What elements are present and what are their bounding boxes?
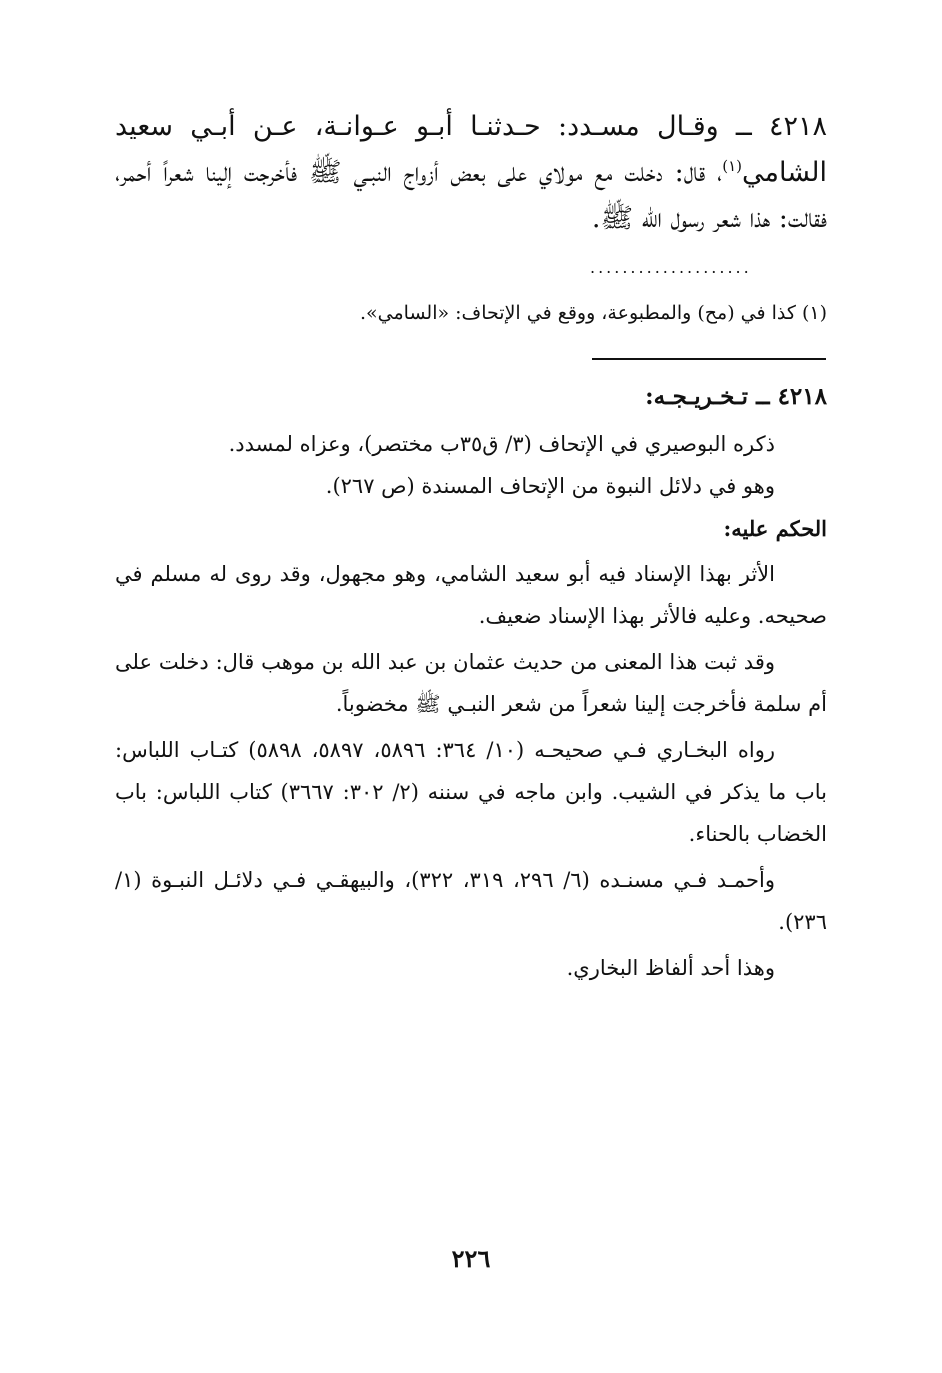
ruling-paragraph: رواه البخـاري فـي صحيحـه (١٠/ ٣٦٤: ٥٨٩٦، ٥٨٩٧، ٥٨٩٨) كتـاب اللباس: باب ما يذكر في الشيب. وابن ماجه في سننه (٢/ ٣٠٢: ٣٦٦٧) كتاب اللباس: باب الخضاب بالحناء. xyxy=(115,738,827,846)
hadith-text xyxy=(115,104,827,242)
ruling-heading: الحكم عليه: xyxy=(723,516,827,541)
takhrij-line: وهو في دلائل النبوة من الإتحاف المسندة (ص ٢٦٧). xyxy=(325,474,775,498)
ruling-paragraph: وقد ثبت هذا المعنى من حديث عثمان بن عبد الله بن موهب قال: دخلت على أم سلمة فأخرجت إلينا شعراً من شعر النبـي ﷺ مخضوباً. xyxy=(115,650,827,716)
hadith-text-part-2: ، قال: دخلت مع مولاي على بعض أزواج النبـي ﷺ فأخرجت إلينا شعراً أحمر، فقالت: هذا شعر رسول الله ﷺ. xyxy=(115,157,827,234)
footnote: (١) كذا في (مح) والمطبوعة، ووقع في الإتحاف: «السامي». xyxy=(360,302,827,324)
page-number: ٢٢٦ xyxy=(451,1244,491,1273)
footnote-marker: (١) xyxy=(722,157,742,175)
section-divider xyxy=(592,358,826,360)
footnote-separator: .................... xyxy=(590,258,752,276)
ruling-paragraph: وأحمـد فـي مسنـده (٦/ ٢٩٦، ٣١٩، ٣٢٢)، والبيهقـي فـي دلائـل النبـوة (١/ ٢٣٦). xyxy=(115,868,827,934)
takhrij-body xyxy=(115,423,827,507)
ruling-paragraph: الأثر بهذا الإسناد فيه أبو سعيد الشامي، وهو مجهول، وقد روى له مسلم في صحيحه. وعليه فالأثر بهذا الإسناد ضعيف. xyxy=(115,562,827,628)
hadith-text-part-1: ٤٢١٨ ــ وقـال مسـدد: حـدثنـا أبـو عـوانـة، عـن أبـي سعيد الشامي xyxy=(115,111,828,188)
ruling-paragraph: وهذا أحد ألفاظ البخاري. xyxy=(566,956,775,980)
takhrij-heading: ٤٢١٨ ــ تـخـريـجـه: xyxy=(645,383,827,410)
ruling-body xyxy=(115,553,827,989)
takhrij-line: ذكره البوصيري في الإتحاف (٣/ ق٣٥ب مختصر)، وعزاه لمسدد. xyxy=(228,432,775,456)
